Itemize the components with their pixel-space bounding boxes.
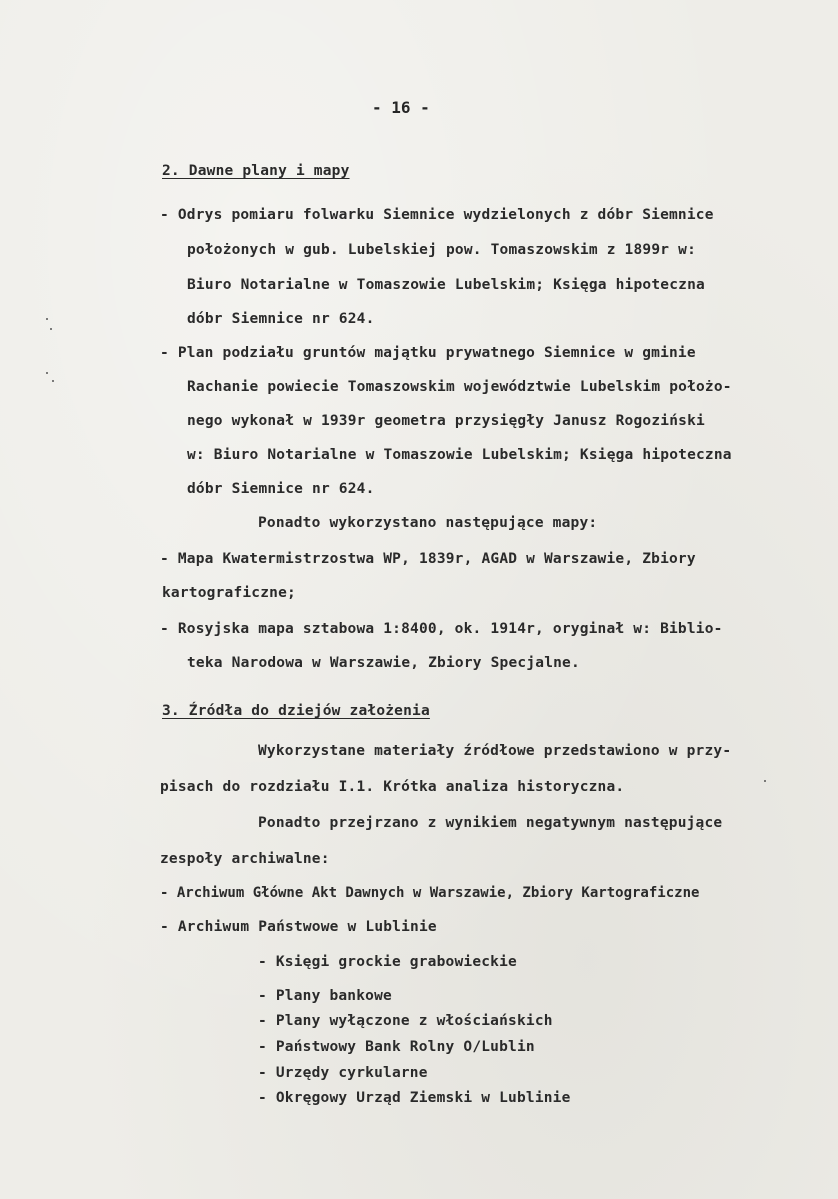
scan-speck	[764, 780, 766, 782]
text-line: - Archiwum Główne Akt Dawnych w Warszawie, Zbiory Kartograficzne	[160, 885, 700, 901]
list-item: - Księgi grockie grabowieckie	[258, 954, 517, 970]
list-item: - Urzędy cyrkularne	[258, 1065, 428, 1081]
text-line: Ponadto wykorzystano następujące mapy:	[258, 515, 598, 531]
text-line: zespoły archiwalne:	[160, 851, 330, 867]
text-line: położonych w gub. Lubelskiej pow. Tomaszowskim z 1899r w:	[187, 242, 696, 258]
scan-speck	[46, 318, 48, 320]
text-line: w: Biuro Notarialne w Tomaszowie Lubelskim; Księga hipoteczna	[187, 447, 732, 463]
scan-speck	[52, 380, 54, 382]
text-line: - Plan podziału gruntów majątku prywatnego Siemnice w gminie	[160, 345, 696, 361]
text-line: - Odrys pomiaru folwarku Siemnice wydzielonych z dóbr Siemnice	[160, 207, 714, 223]
page-number: - 16 -	[372, 98, 430, 117]
section-3-heading: 3. Źródła do dziejów założenia	[162, 703, 430, 719]
text-line: nego wykonał w 1939r geometra przysięgły Janusz Rogoziński	[187, 413, 705, 429]
text-line: dóbr Siemnice nr 624.	[187, 311, 375, 327]
section-2-heading: 2. Dawne plany i mapy	[162, 163, 350, 179]
scan-speck	[50, 328, 52, 330]
text-line: pisach do rozdziału I.1. Krótka analiza historyczna.	[160, 779, 625, 795]
list-item: - Plany bankowe	[258, 988, 392, 1004]
text-line: Rachanie powiecie Tomaszowskim województwie Lubelskim położo-	[187, 379, 732, 395]
text-line: kartograficzne;	[162, 585, 296, 601]
text-line: teka Narodowa w Warszawie, Zbiory Specjalne.	[187, 655, 580, 671]
text-line: - Rosyjska mapa sztabowa 1:8400, ok. 1914r, oryginał w: Biblio-	[160, 621, 723, 637]
text-line: dóbr Siemnice nr 624.	[187, 481, 375, 497]
list-item: - Plany wyłączone z włościańskich	[258, 1013, 553, 1029]
text-line: - Mapa Kwatermistrzostwa WP, 1839r, AGAD w Warszawie, Zbiory	[160, 551, 696, 567]
text-line: Wykorzystane materiały źródłowe przedstawiono w przy-	[258, 743, 732, 759]
text-line: Ponadto przejrzano z wynikiem negatywnym następujące	[258, 815, 723, 831]
text-line: - Archiwum Państwowe w Lublinie	[160, 919, 437, 935]
text-line: Biuro Notarialne w Tomaszowie Lubelskim; Księga hipoteczna	[187, 277, 705, 293]
list-item: - Okręgowy Urząd Ziemski w Lublinie	[258, 1090, 571, 1106]
list-item: - Państwowy Bank Rolny O/Lublin	[258, 1039, 535, 1055]
scan-speck	[46, 372, 48, 374]
